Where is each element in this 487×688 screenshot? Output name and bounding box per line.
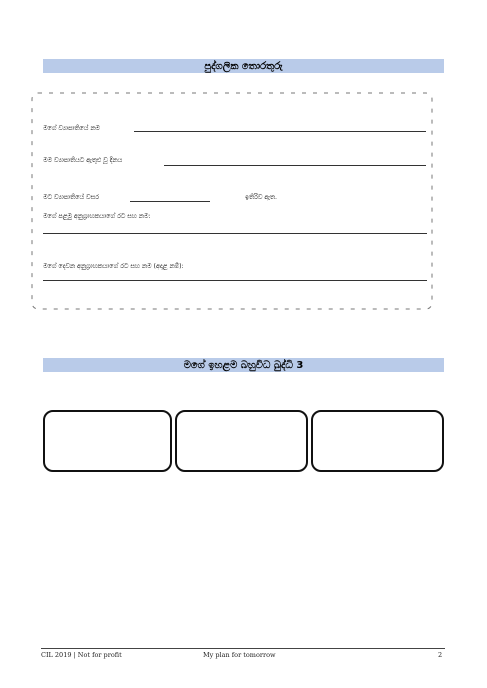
intelligence-box-2[interactable] <box>175 410 308 472</box>
intelligence-box-3[interactable] <box>311 410 444 472</box>
first-mentor-line[interactable] <box>43 233 427 234</box>
company-name-label: මගේ ව්‍යාපාතියේ නම <box>43 125 100 132</box>
intelligences-title: මගේ ඉහළම බහුවිධ බුද්ධි 3 <box>183 359 304 371</box>
footer-center: My plan for tomorrow <box>203 651 276 659</box>
page-number: 2 <box>438 651 443 659</box>
footer-divider <box>41 648 445 649</box>
personal-info-title: පුද්ගලික තොරතුරු <box>204 60 283 72</box>
years-remaining-label: මට ව්‍යාපාතියේ වසර <box>43 194 99 201</box>
footer-left: CIL 2019 | Not for profit <box>41 651 122 659</box>
start-date-line[interactable] <box>164 165 426 166</box>
intelligence-box-1[interactable] <box>43 410 172 472</box>
years-remaining-suffix: ඉතිරිව ඇත. <box>245 194 277 201</box>
second-mentor-label: මගේ දෙවන අනුග්‍රාහකයාගේ රට සහ නම (අදාළ නම්): <box>43 263 184 270</box>
first-mentor-label: මගේ පළමු අනුග්‍රාහකයාගේ රට සහ නම: <box>43 213 151 220</box>
personal-info-banner <box>43 59 444 73</box>
start-date-label: මම ව්‍යාපාතියට ඇතුළු වූ දිනය <box>43 157 123 164</box>
company-name-line[interactable] <box>134 131 426 132</box>
second-mentor-line[interactable] <box>43 280 427 281</box>
years-remaining-line[interactable] <box>130 201 210 202</box>
intelligences-banner <box>43 358 444 372</box>
